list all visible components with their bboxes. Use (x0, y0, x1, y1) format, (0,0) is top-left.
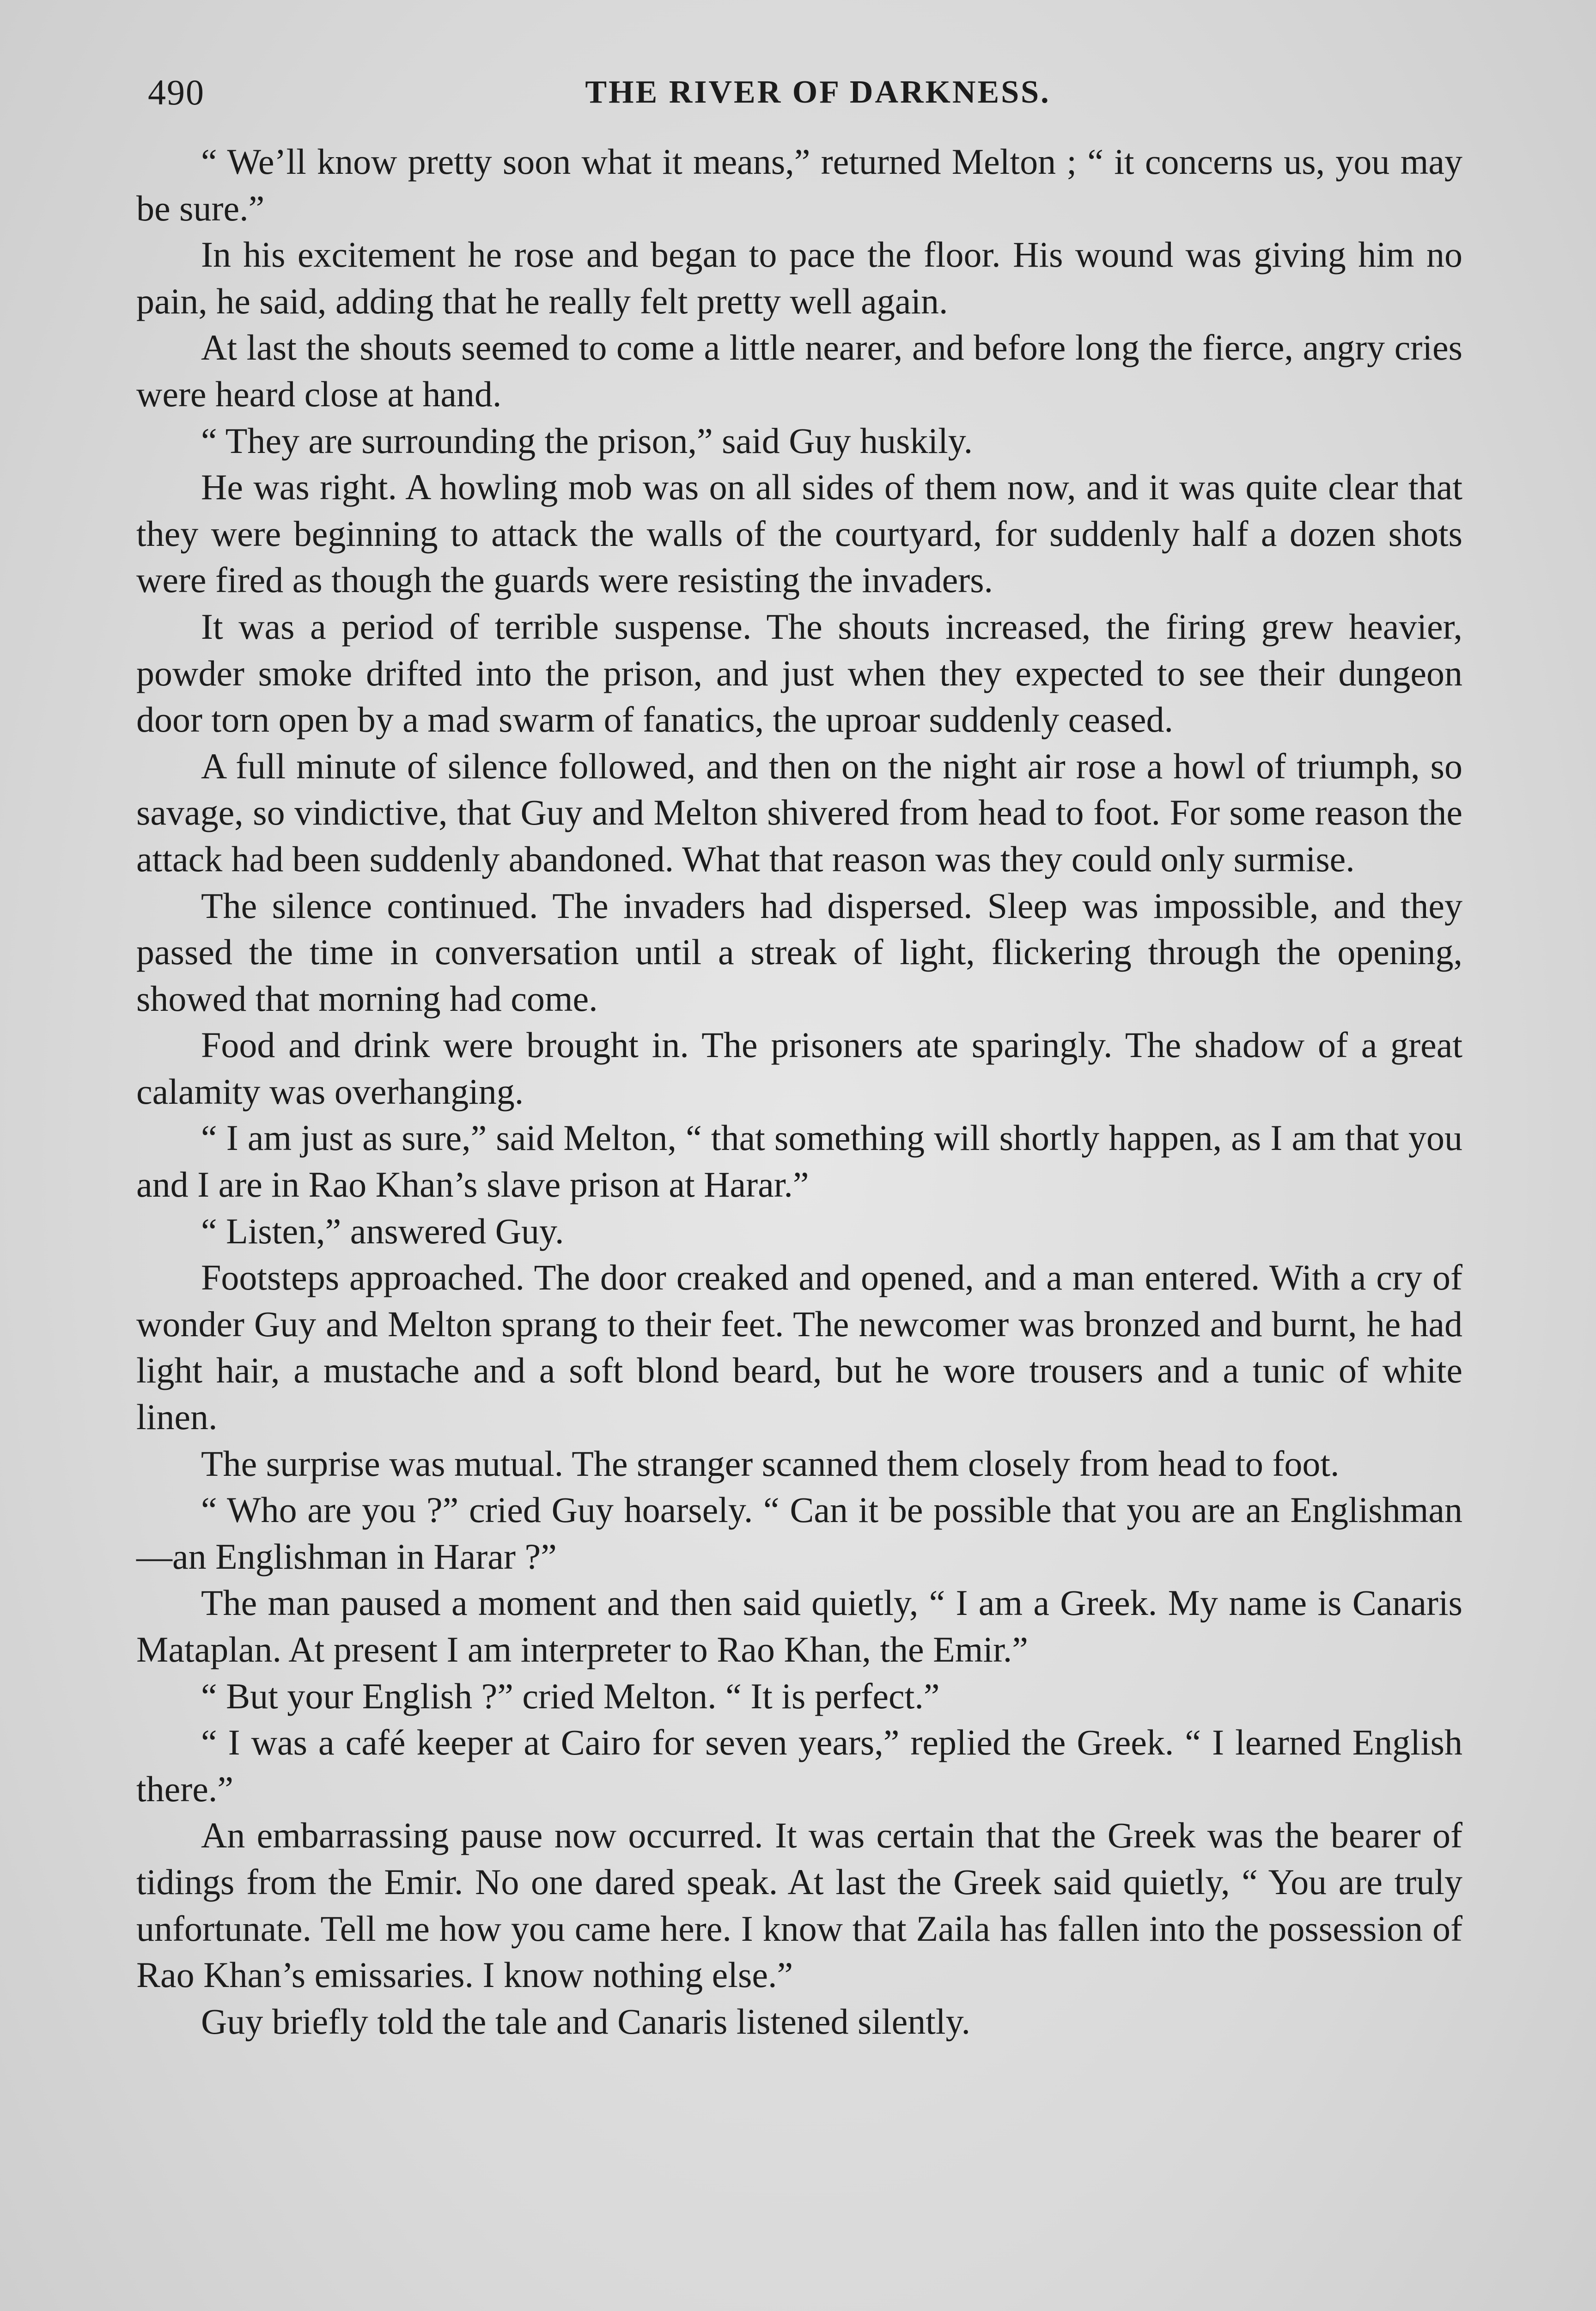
page-number: 490 (148, 72, 205, 112)
paragraph: Guy briefly told the tale and Canaris listened silently. (201, 2001, 971, 2042)
paragraph: The man paused a moment and then said quietly, “ I am a Greek. My name is Canaris Mataplan. At present I am interpreter to Rao Khan, the Emir.” (136, 1583, 1462, 1669)
paragraph: Food and drink were brought in. The prisoners ate sparingly. The shadow of a great calamity was overhanging. (136, 1025, 1462, 1112)
paragraph: In his excitement he rose and began to pace the floor. His wound was giving him no pain, he said, adding that he really felt pretty well again. (136, 234, 1462, 321)
page-header (0, 69, 1596, 125)
paragraph: “ They are surrounding the prison,” said Guy huskily. (201, 420, 973, 461)
paragraph: At last the shouts seemed to come a little nearer, and before long the fierce, angry cries were heard close at hand. (136, 327, 1462, 414)
paragraph: The silence continued. The invaders had dispersed. Sleep was impossible, and they passed the time in conversation until a streak of light, flickering through the opening, showed that morning had come. (136, 885, 1462, 1019)
paragraph: Footsteps approached. The door creaked and opened, and a man entered. With a cry of wonder Guy and Melton sprang to their feet. The newcomer was bronzed and burnt, he had light hair, a mustache and a soft blond beard, but he wore trousers and a tunic of white linen. (136, 1257, 1462, 1437)
paragraph: An embarrassing pause now occurred. It was certain that the Greek was the bearer of tidings from the Emir. No one dared speak. At last the Greek said quietly, “ You are truly unfortunate. Tell me how you came here. I know that Zaila has fallen into the possession of Rao Khan’s emissaries. I know nothing else.” (136, 1815, 1462, 1995)
paragraph: “ Listen,” answered Guy. (201, 1211, 564, 1251)
paragraph: He was right. A howling mob was on all sides of them now, and it was quite clear that they were beginning to attack the walls of the courtyard, for suddenly half a dozen shots were fired as though the guards were resisting the invaders. (136, 467, 1462, 600)
paragraph: The surprise was mutual. The stranger scanned them closely from head to foot. (201, 1443, 1340, 1484)
body-text (136, 139, 1462, 2045)
paragraph: “ I was a café keeper at Cairo for seven years,” replied the Greek. “ I learned English there.” (136, 1722, 1462, 1809)
paragraph: “ Who are you ?” cried Guy hoarsely. “ Can it be possible that you are an Englishman—an Englishman in Harar ?” (136, 1490, 1462, 1577)
paragraph: A full minute of silence followed, and then on the night air rose a howl of triumph, so savage, so vindictive, that Guy and Melton shivered from head to foot. For some reason the attack had been suddenly abandoned. What that reason was they could only surmise. (136, 746, 1462, 879)
paragraph: “ I am just as sure,” said Melton, “ that something will shortly happen, as I am that you and I are in Rao Khan’s slave prison at Harar.” (136, 1118, 1462, 1205)
paragraph: “ We’ll know pretty soon what it means,” returned Melton ; “ it concerns us, you may be sure.” (136, 141, 1462, 228)
paragraph: “ But your English ?” cried Melton. “ It is perfect.” (201, 1675, 940, 1716)
paragraph: It was a period of terrible suspense. The shouts increased, the firing grew heavier, powder smoke drifted into the prison, and just when they expected to see their dungeon door torn open by a mad swarm of fanatics, the uproar suddenly ceased. (136, 606, 1462, 740)
running-title: THE RIVER OF DARKNESS. (585, 74, 1051, 110)
